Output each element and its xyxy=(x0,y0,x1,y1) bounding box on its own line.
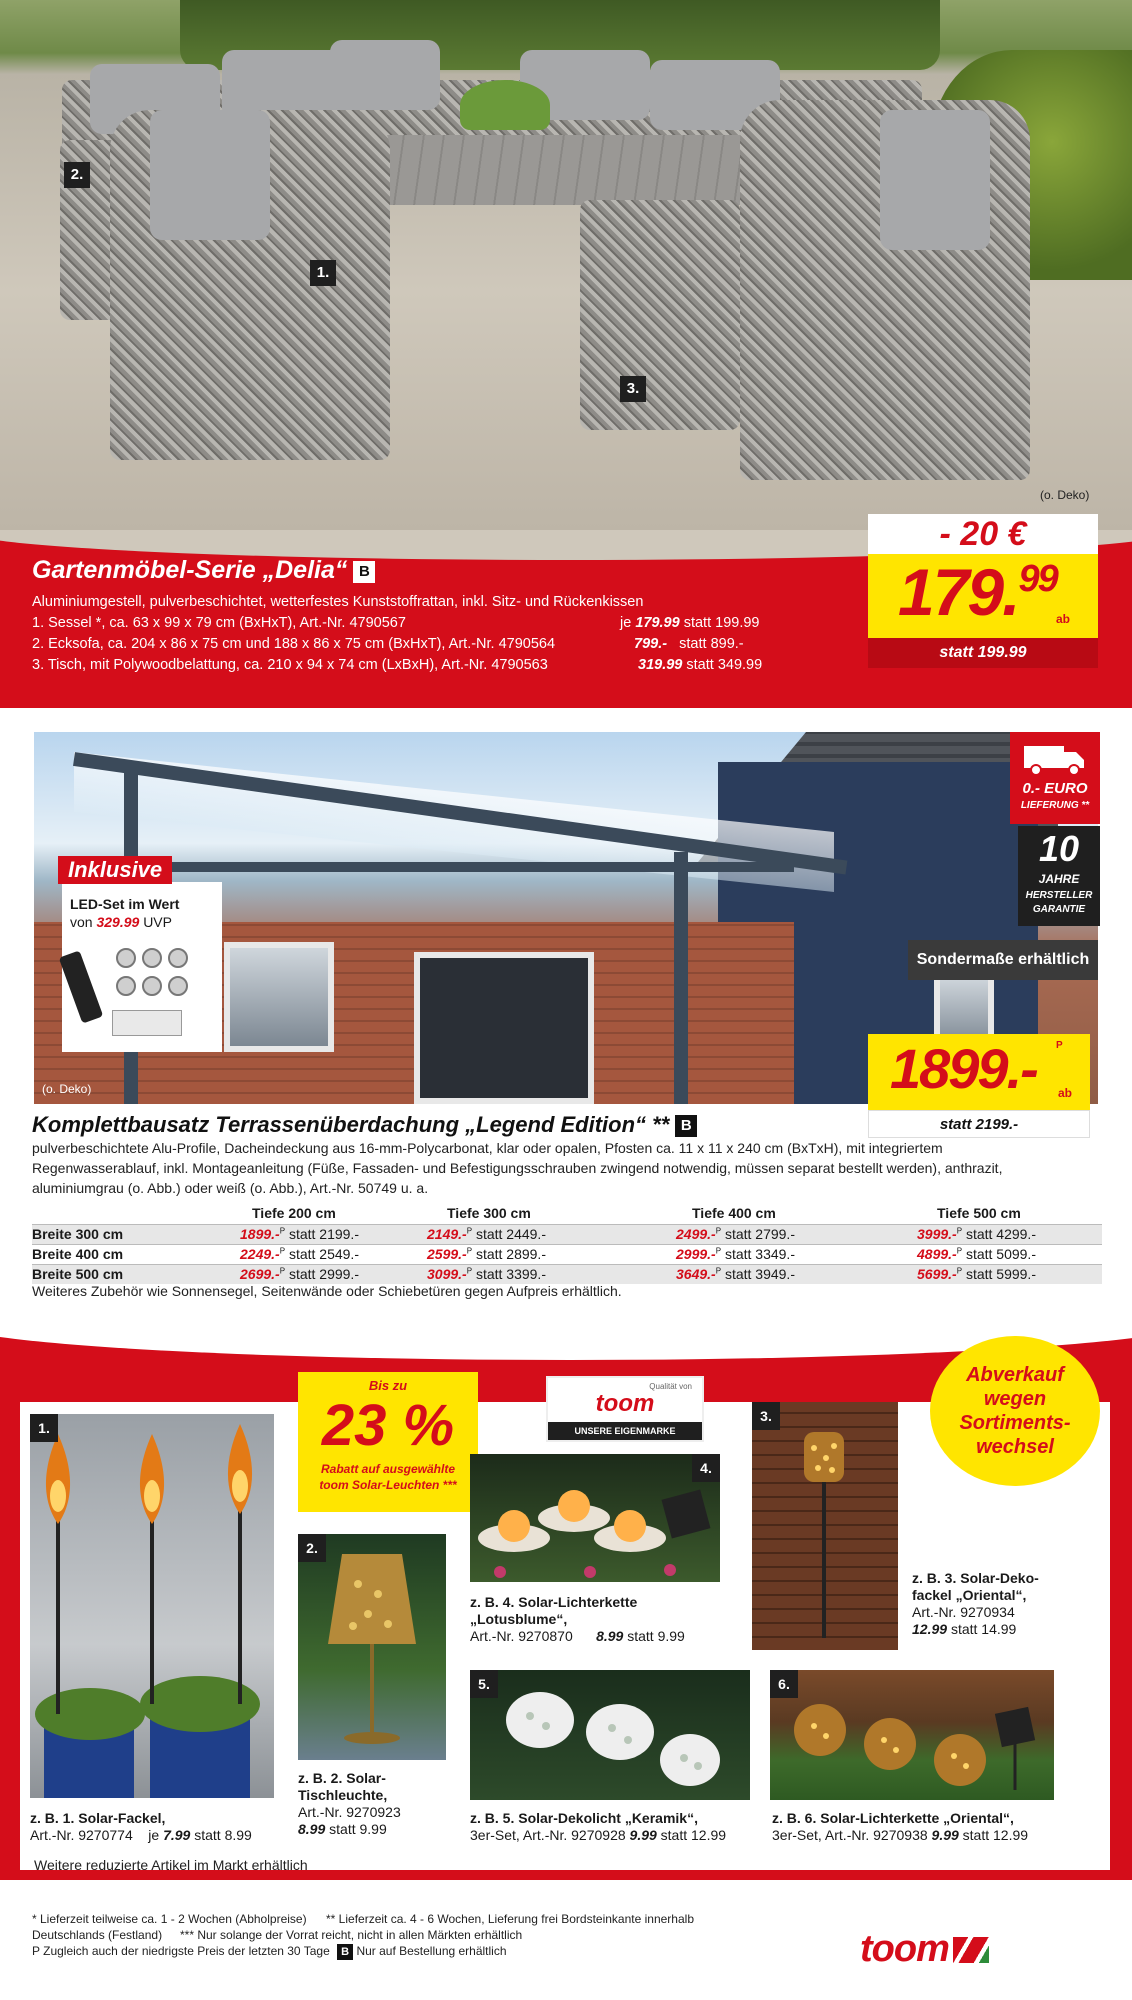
product-tag: 6. xyxy=(770,1670,798,1698)
oriental-torch-icon xyxy=(752,1402,898,1650)
order-badge: B xyxy=(353,561,375,583)
toom-logo-text: toom xyxy=(860,1928,949,1970)
chair-cushion xyxy=(150,110,270,240)
garden-item-1-price xyxy=(620,615,760,631)
product-name: z. B. 1. Solar-Fackel, xyxy=(30,1810,166,1826)
row-label: Breite 400 cm xyxy=(32,1244,162,1264)
price-ab: ab xyxy=(1058,1086,1073,1100)
table-header-cell xyxy=(32,1204,162,1224)
remote-icon xyxy=(59,950,104,1023)
brand-logo-text: toom xyxy=(595,1390,655,1417)
statt-price: statt 2199.- xyxy=(868,1110,1090,1138)
led-price: 329.99 xyxy=(96,914,140,930)
product-image-oriental-torch xyxy=(752,1402,898,1650)
price-yellow-box xyxy=(868,554,1098,638)
product-text-5 xyxy=(470,1810,726,1844)
product-name-2: fackel „Oriental“, xyxy=(912,1587,1027,1603)
discount-label: - 20 € xyxy=(868,514,1098,554)
product-text-4 xyxy=(470,1594,685,1645)
led-set-box xyxy=(62,857,222,1052)
garden-title-text: Gartenmöbel-Serie „Delia“ xyxy=(32,556,348,584)
price-ab: ab xyxy=(1056,612,1071,626)
discount-line-1: Rabatt auf ausgewählte xyxy=(320,1462,456,1476)
table-row xyxy=(32,1224,1102,1244)
product-tag: 1. xyxy=(30,1414,58,1442)
table-cell: 2699.-$^P$ statt 2999.- xyxy=(162,1264,397,1284)
clearance-line-1: Abverkauf xyxy=(966,1364,1064,1386)
toom-logo-mark-icon xyxy=(953,1937,989,1963)
brand-top-text: Qualität von xyxy=(649,1382,692,1391)
warranty-line-3: GARANTIE xyxy=(1032,904,1086,915)
warranty-badge xyxy=(1018,826,1100,926)
statt-price: statt 199.99 xyxy=(868,638,1098,668)
product-name: z. B. 6. Solar-Lichterkette „Oriental“, xyxy=(772,1810,1014,1826)
row-label: Breite 300 cm xyxy=(32,1224,162,1244)
price-p-mark: P xyxy=(1056,1040,1063,1051)
product-tag: 3. xyxy=(752,1402,780,1430)
product-tag: 4. xyxy=(692,1454,720,1482)
clearance-line-4: wechsel xyxy=(976,1436,1054,1458)
price-yellow-box xyxy=(868,1034,1090,1110)
item-text: 3. Tisch, mit Polywoodbelattung, ca. 210 x 94 x 74 cm (LxBxH), Art.-Nr. 4790563 xyxy=(32,657,548,673)
clearance-line-2: wegen xyxy=(983,1388,1047,1410)
plant-decoration xyxy=(460,80,550,130)
product-art: Art.-Nr. 9270934 xyxy=(912,1604,1015,1620)
table-row xyxy=(32,1244,1102,1264)
product-tag: 2. xyxy=(298,1534,326,1562)
led-uvp: UVP xyxy=(143,914,172,930)
led-driver-icon xyxy=(112,1010,182,1036)
delivery-badge xyxy=(1010,732,1100,824)
product-price-line: Art.-Nr. 9270870 8.99 statt 9.99 xyxy=(470,1628,685,1644)
warranty-line-1: JAHRE xyxy=(1038,872,1080,886)
item-statt: statt 899.- xyxy=(679,636,744,652)
roof-price-box xyxy=(868,1034,1090,1154)
footnote-1b: ** Lieferzeit ca. 4 - 6 Wochen, Lieferung frei Bordsteinkante innerhalb xyxy=(326,1912,694,1926)
table-cell: 2599.-$^P$ statt 2899.- xyxy=(397,1244,652,1264)
footnote-3 xyxy=(32,1944,507,1960)
product-price-line: Art.-Nr. 9270774 je 7.99 statt 8.99 xyxy=(30,1827,252,1843)
table-cell: 3649.-$^P$ statt 3949.- xyxy=(652,1264,907,1284)
deko-note: (o. Deko) xyxy=(42,1082,92,1096)
discount-box xyxy=(298,1372,478,1512)
delivery-line-1: 0.- EURO xyxy=(1022,780,1088,797)
product-image-oriental-lights xyxy=(770,1670,1054,1800)
product-image-solar-table-lamp xyxy=(298,1534,446,1760)
warranty-years: 10 xyxy=(1038,828,1080,869)
product-price-line: 3er-Set, Art.-Nr. 9270938 9.99 statt 12.99 xyxy=(772,1827,1029,1843)
price-prefix: je xyxy=(620,615,632,631)
product-text-2 xyxy=(298,1770,401,1838)
clearance-line-3: Sortiments- xyxy=(959,1412,1071,1434)
garden-description: Aluminiumgestell, pulverbeschichtet, wetterfestes Kunststoffrattan, inkl. Sitz- und Rückenkissen xyxy=(32,594,644,610)
garden-title xyxy=(32,556,375,585)
table-header-cell: Tiefe 500 cm xyxy=(937,1204,1021,1221)
custom-sizes-label: Sondermaße erhältlich xyxy=(908,940,1098,980)
ceramic-lights-icon xyxy=(470,1670,750,1800)
table-lamp-icon xyxy=(298,1534,446,1760)
item-price: 179.99 xyxy=(635,615,680,631)
price-euros: 179. xyxy=(898,555,1019,629)
footnote-2b: *** Nur solange der Vorrat reicht, nicht in allen Märkten erhältlich xyxy=(180,1928,523,1942)
product-name-2: „Lotusblume“, xyxy=(470,1611,568,1627)
table-header-row xyxy=(32,1204,1102,1224)
footnote-2a: Deutschlands (Festland) xyxy=(32,1928,163,1942)
roof-gutter xyxy=(114,862,794,872)
main-price: 1899.- xyxy=(890,1037,1037,1100)
led-pre: von xyxy=(70,914,93,930)
product-text-1 xyxy=(30,1810,252,1844)
garden-item-1 xyxy=(32,615,406,631)
product-tag-1: 1. xyxy=(310,260,336,286)
product-name-1: z. B. 4. Solar-Lichterkette xyxy=(470,1594,638,1610)
roof-price-table xyxy=(32,1204,1102,1284)
product-image-solar-torch xyxy=(30,1414,274,1798)
table-header-cell: Tiefe 300 cm xyxy=(447,1204,531,1221)
item-statt: statt 349.99 xyxy=(686,657,763,673)
product-tag-3: 3. xyxy=(620,376,646,402)
garden-item-2-price xyxy=(634,636,744,652)
brand-bottom-text: UNSERE EIGENMARKE xyxy=(548,1422,702,1440)
table-header-cell: Tiefe 200 cm xyxy=(252,1204,336,1221)
product-price-line: 12.99 statt 14.99 xyxy=(912,1621,1017,1637)
accessories-note: Weiteres Zubehör wie Sonnensegel, Seitenwände oder Schiebetüren gegen Aufpreis erhältlich. xyxy=(32,1283,622,1299)
more-items-note: Weitere reduzierte Artikel im Markt erhältlich xyxy=(34,1857,308,1873)
row-label: Breite 500 cm xyxy=(32,1264,162,1284)
roof-title xyxy=(32,1112,697,1138)
table-leg xyxy=(580,200,740,430)
item-price: 319.99 xyxy=(638,657,683,673)
footnote-1a: * Lieferzeit teilweise ca. 1 - 2 Wochen (Abholpreise) xyxy=(32,1912,307,1926)
product-text-3 xyxy=(912,1570,1039,1638)
item-text: 1. Sessel *, ca. 63 x 99 x 79 cm (BxHxT), Art.-Nr. 4790567 xyxy=(32,615,406,631)
deko-note: (o. Deko) xyxy=(1040,488,1090,502)
product-name: z. B. 5. Solar-Dekolicht „Keramik“, xyxy=(470,1810,698,1826)
led-line-1: LED-Set im Wert xyxy=(70,896,180,912)
roof-desc-1: pulverbeschichtete Alu-Profile, Dacheindeckung aus 16-mm-Polycarbonat, klar oder opalen, Pfosten ca. 11 x 11 x 240 cm (BxTxH), mit integriertem xyxy=(32,1140,943,1156)
solar-torch-icon xyxy=(30,1414,274,1798)
table-cell: 3999.-$^P$ statt 4299.- xyxy=(907,1224,1102,1244)
lotus-lights-icon xyxy=(470,1454,720,1582)
garden-furniture-photo xyxy=(0,0,1132,530)
table-header-cell: Tiefe 400 cm xyxy=(692,1204,776,1221)
truck-icon xyxy=(1024,742,1086,776)
led-line-2 xyxy=(70,914,172,930)
garden-price-box xyxy=(868,514,1098,670)
product-art: Art.-Nr. 9270923 xyxy=(298,1804,401,1820)
order-badge: B xyxy=(337,1944,353,1960)
table-cell: 2149.-$^P$ statt 2449.- xyxy=(397,1224,652,1244)
product-image-lotus-lights xyxy=(470,1454,720,1582)
toom-logo xyxy=(860,1928,989,1971)
table-cell: 5699.-$^P$ statt 5999.- xyxy=(907,1264,1102,1284)
cushion xyxy=(330,40,440,110)
roof-post xyxy=(674,852,688,1104)
table-cell: 3099.-$^P$ statt 3399.- xyxy=(397,1264,652,1284)
table-cell: 2249.-$^P$ statt 2549.- xyxy=(162,1244,397,1264)
oriental-lights-icon xyxy=(770,1670,1054,1800)
warranty-line-2: HERSTELLER xyxy=(1025,890,1093,901)
footnote-3a: P Zugleich auch der niedrigste Preis der letzten 30 Tage xyxy=(32,1944,330,1958)
table-cell: 2499.-$^P$ statt 2799.- xyxy=(652,1224,907,1244)
chair-cushion xyxy=(880,110,990,250)
product-price-line: 8.99 statt 9.99 xyxy=(298,1821,387,1837)
patio-door xyxy=(414,952,594,1104)
discount-pre: Bis zu xyxy=(368,1378,408,1393)
product-price-line: 3er-Set, Art.-Nr. 9270928 9.99 statt 12.99 xyxy=(470,1827,727,1843)
product-name-1: z. B. 3. Solar-Deko- xyxy=(912,1570,1039,1586)
product-name-2: Tischleuchte, xyxy=(298,1787,388,1803)
table-row xyxy=(32,1264,1102,1284)
table-cell: 4899.-$^P$ statt 5099.- xyxy=(907,1244,1102,1264)
product-tag-2: 2. xyxy=(64,162,90,188)
led-spots-icon xyxy=(112,944,212,1004)
delivery-line-2: LIEFERUNG ** xyxy=(1020,800,1090,811)
product-text-6 xyxy=(772,1810,1028,1844)
roof-desc-3: aluminiumgrau (o. Abb.) oder weiß (o. Abb.), Art.-Nr. 50749 u. a. xyxy=(32,1180,429,1196)
item-statt: statt 199.99 xyxy=(683,615,760,631)
item-text: 2. Ecksofa, ca. 204 x 86 x 75 cm und 188 x 86 x 75 cm (BxHxT), Art.-Nr. 4790564 xyxy=(32,636,556,652)
roof-desc-2: Regenwasserablauf, inkl. Montageanleitung (Füße, Fassaden- und Befestigungsschrauben zwingend notwendig, müssen separat bestellt werden), anthrazit, xyxy=(32,1160,1003,1176)
roof-title-text: Komplettbausatz Terrassenüberdachung „Legend Edition“ ** xyxy=(32,1112,670,1137)
inklusive-tag: Inklusive xyxy=(58,856,172,884)
toom-own-brand-badge xyxy=(546,1376,704,1442)
product-name-1: z. B. 2. Solar- xyxy=(298,1770,386,1786)
item-price: 799.- xyxy=(634,636,668,652)
garden-item-3 xyxy=(32,657,548,673)
window xyxy=(224,942,334,1052)
table-cell: 1899.-$^P$ statt 2199.- xyxy=(162,1224,397,1244)
price-cents: 99 xyxy=(1018,558,1057,600)
garden-item-3-price xyxy=(638,657,762,673)
footnote-3b: Nur auf Bestellung erhältlich xyxy=(356,1944,507,1958)
main-price xyxy=(898,554,1057,630)
discount-line-2: toom Solar-Leuchten *** xyxy=(319,1478,457,1492)
product-tag: 5. xyxy=(470,1670,498,1698)
clearance-sticker xyxy=(930,1336,1100,1486)
discount-value: 23 % xyxy=(321,1393,455,1458)
garden-item-2 xyxy=(32,636,555,652)
order-badge: B xyxy=(675,1115,697,1137)
table-cell: 2999.-$^P$ statt 3349.- xyxy=(652,1244,907,1264)
product-image-ceramic-lights xyxy=(470,1670,750,1800)
